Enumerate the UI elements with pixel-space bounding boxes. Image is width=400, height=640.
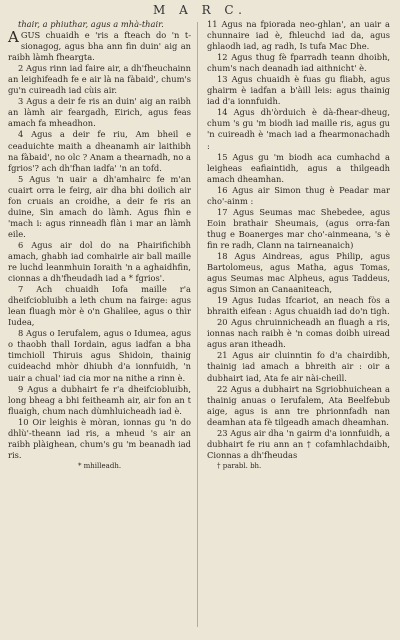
chapter-lead-text: thair, a phiuthar, agus a mhà-thair. — [18, 19, 164, 29]
verse — [8, 96, 191, 129]
verse-text: 6 Agus air dol do na Phairifichibh amach, ghabh iad comhairle air ball maille re luchd leanmhuin Ioraith 'n a aghaidhfin, cionnas a dh'fheudadh iad a * fgrios'. — [8, 239, 191, 284]
verse — [207, 107, 390, 151]
column-divider — [197, 22, 198, 627]
verse — [8, 328, 191, 383]
page-header: M A R C. — [153, 3, 247, 17]
verse — [8, 30, 191, 63]
verse — [207, 52, 390, 74]
verse-text: 23 Agus air dha 'n gairm d'a ionnfuidh, a dubhairt fe riu ann an † cofamhlachdaibh, Cionnas a dh'fheudas — [207, 427, 390, 460]
verse — [207, 207, 390, 251]
verse-text: 2 Agus rinn iad faire air, a dh'fheuchainn an leighifeadh fe e air là na fàbaid', chum's gu'n cuireadh iad cùis air. — [8, 63, 191, 96]
verse — [8, 384, 191, 417]
left-column — [8, 19, 191, 472]
verse-text: 3 Agus a deir fe ris an duin' aig an raibh an làmh air feargadh, Eirich, agus feas amach fa mheadhon. — [8, 96, 191, 129]
verse-text: 10 Oir leighis è mòran, ionnas gu 'n do dhlù'-theann iad ris, a mheud 's air an raibh plàighean, chum's gu 'm beanadh iad ris. — [8, 416, 191, 460]
verse-text: 8 Agus o Ierufalem, agus o Idumea, agus o thaobh thall Iordain, agus iadfan a bha timchioll Thiruis agus Shidoin, thainig cuideachd mhòr dhiubh d'a ionnfuidh, 'n uair a chual' iad cia mor na nithe a rinn è. — [8, 328, 191, 383]
verse-text: 13 Agus chuaidh è fuas gu fliabh, agus ghairm è iadfan a b'àill leis: agus thainig iad d'a ionnfuidh. — [207, 74, 390, 107]
verse-text: 11 Agus na fpiorada neo-ghlan', an uair a chunnaire iad è, fhleuchd iad da, agus ghlaodh iad, ag radh, Is tufa Mac Dhe. — [207, 19, 390, 52]
verse — [8, 240, 191, 284]
verse-text: 5 Agus 'n uair a dh'amhairc fe m'an cuairt orra le feirg, air dha bhi doilich air fon cruais an croidhe, a deir fe ris an duine, Sìn amach do làmh. Agus fhìn e 'mach i: agus rinneadh flàn i mar an làmh eile. — [8, 173, 191, 239]
verse — [8, 284, 191, 328]
verse — [207, 152, 390, 185]
verse-text: 9 Agus a dubhairt fe r'a dheifciobluibh, long bheag a bhi feitheamh air, air fon an t fluaigh, chum nach dùmhluicheadh iad è. — [8, 383, 191, 416]
verse — [207, 19, 390, 52]
verse-text: 19 Agus Iudas Ifcariot, an neach fòs a bhraith eifean : Agus chuaidh iad do'n tigh. — [207, 295, 390, 317]
verse-text: 14 Agus dh'òrduich è dà-fhear-dheug, chum 's gu 'm biodh iad maille ris, agus gu 'n cuireadh è 'mach iad a fhearmonachadh : — [207, 107, 390, 151]
verse-text: 18 Agus Aindreas, agus Philip, agus Bartolomeus, agus Matha, agus Tomas, agus Seumas mac Alpheus, agus Taddeus, agus Simon an Canaaniteach, — [207, 250, 390, 295]
verse — [207, 185, 390, 207]
verse — [207, 251, 390, 295]
verse — [207, 317, 390, 350]
verse — [8, 417, 191, 461]
verse — [207, 428, 390, 461]
chapter-lead — [8, 19, 191, 30]
verse — [207, 384, 390, 428]
verse-text: 17 Agus Seumas mac Shebedee, agus Eoin brathair Sheumais, (agus orra-fan thug e Boanerges mar cho'-ainmeana, 's è fin re radh, Clann na tairneanaich) — [207, 206, 390, 250]
verse-text: 7 Ach chuaidh Iofa maille r'a dheifciobluibh a leth chum na fairge: agus lean fluagh mòr è o'n Ghalilee, agus o thìr Iudea, — [8, 284, 191, 328]
footnote: * mhilleadh. — [77, 461, 122, 470]
footnote: † parabl. bh. — [217, 461, 262, 470]
verse-text: 21 Agus air cluinntin fo d'a chairdibh, thainig iad amach a bhreith air : oir a dubhairt iad, Ata fe air nài-cheill. — [207, 350, 390, 383]
verse — [8, 129, 191, 173]
verse-text: 12 Agus thug fè fparradh teann dhoibh, chum's nach deanadh iad aithnicht' è. — [207, 52, 390, 74]
verse — [8, 174, 191, 240]
verse-text: 16 Agus air Simon thug è Peadar mar cho'-ainm : — [207, 184, 390, 206]
drop-cap: A — [8, 28, 19, 47]
verse-text: 20 Agus chruinnicheadh an fluagh a ris, ionnas nach raibh è 'n comas doibh uiread agus aran itheadh. — [207, 317, 390, 350]
verse — [8, 63, 191, 96]
verse-text: 22 Agus a dubhairt na Sgriobhuichean a thainig anuas o Ierufalem, Ata Beelfebub aige, agus is ann tre phrionnfadh nan deamhan ata fè tilgeadh amach dheamhan. — [207, 383, 390, 427]
verse — [207, 74, 390, 107]
verse — [207, 350, 390, 383]
verse-text: GUS chuaidh e 'ris a fteach do 'n t-sionagog, agus bha ann fin duin' aig an raibh làmh fheargta. — [8, 30, 191, 63]
verse-text: 15 Agus gu 'm biodh aca cumhachd a leigheas eafiaintidh, agus a thilgeadh amach dheamhan. — [207, 151, 390, 184]
right-column — [207, 19, 390, 472]
verse-text: 4 Agus a deir fe riu, Am bheil e ceaduichte maith a dheanamh air laithibh na fàbaid', no olc ? Anam a thearnadh, no a fgrios'? ach dh'fhan iadfa' 'n an tofd. — [8, 129, 191, 173]
verse — [207, 295, 390, 317]
